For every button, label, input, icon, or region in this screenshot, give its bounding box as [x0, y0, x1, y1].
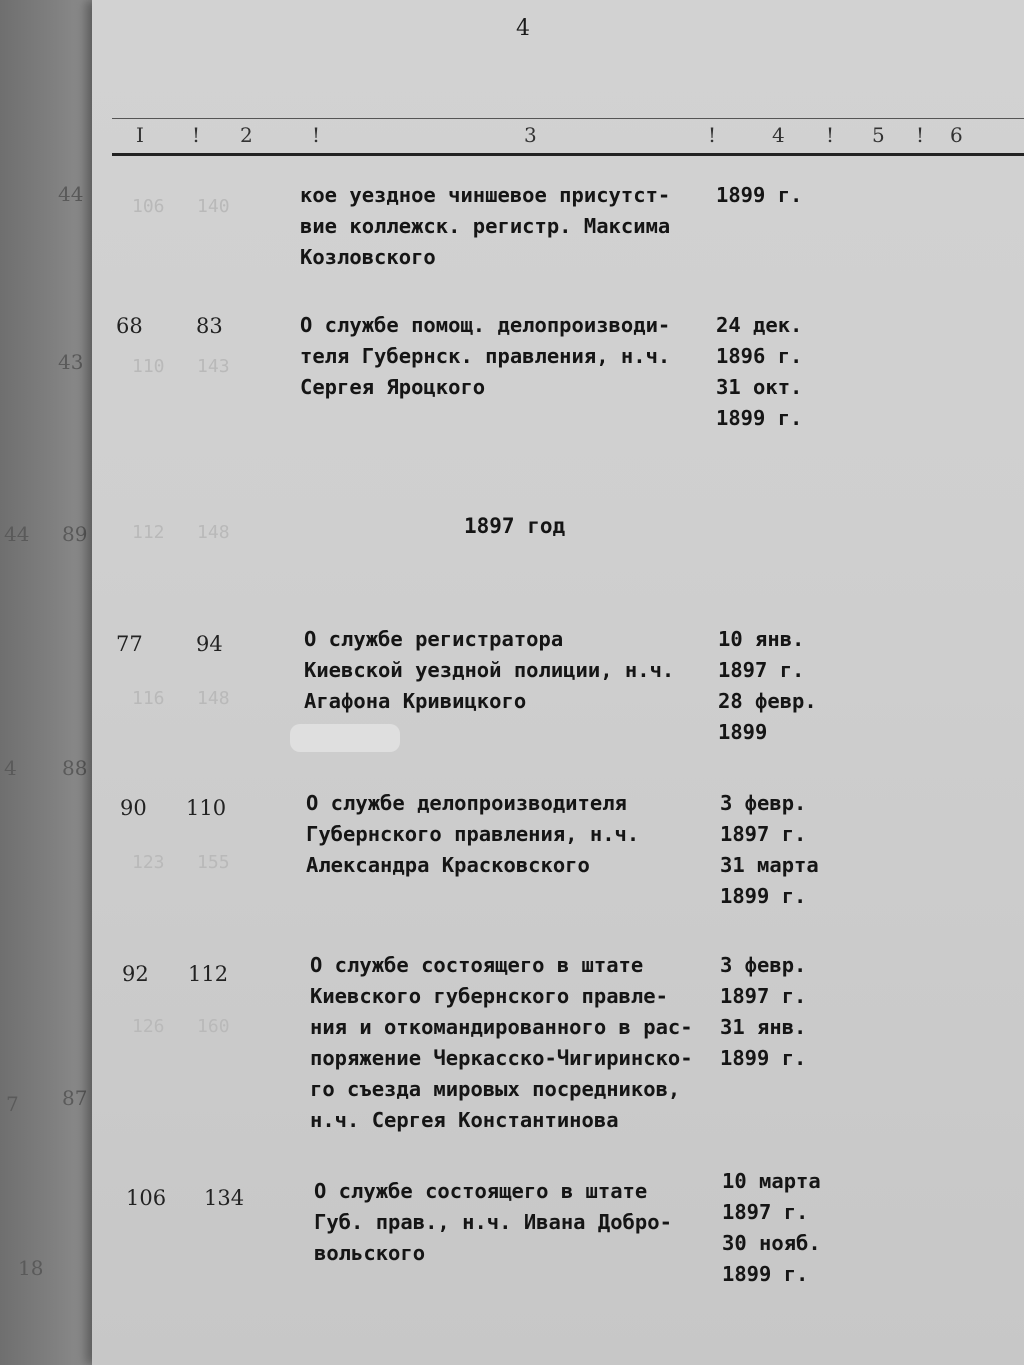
- date-line: 10 янв.: [718, 627, 805, 651]
- date-line: 1897 г.: [720, 984, 807, 1008]
- margin-mark: 44: [58, 182, 84, 206]
- continuation-text: [300, 180, 670, 273]
- entry-number-col1: 68: [116, 314, 143, 338]
- document-page: [92, 0, 1024, 1365]
- text-line: О службе регистратора: [304, 627, 564, 651]
- date-line: 1897 г.: [722, 1200, 809, 1224]
- bleed-through: 110 143: [132, 356, 230, 377]
- header-col-4: 4: [772, 123, 785, 147]
- bleed-through: 112 148: [132, 522, 230, 543]
- text-line: О службе состоящего в штате: [310, 953, 644, 977]
- text-line: Козловского: [300, 245, 436, 269]
- entry-description: [304, 624, 674, 717]
- bleed-through: 116 148: [132, 688, 230, 709]
- entry-number-col1: 92: [122, 962, 149, 986]
- entry-description: [300, 310, 670, 403]
- date-line: 24 дек.: [716, 313, 803, 337]
- text-line: поряжение Черкасско-Чигиринско-: [310, 1046, 693, 1070]
- entry-dates: [718, 624, 817, 748]
- entry-number-col2: 134: [204, 1186, 245, 1210]
- date-line: 1899 г.: [716, 183, 803, 207]
- entry-description: [310, 950, 693, 1136]
- text-line: Киевской уездной полиции, н.ч.: [304, 658, 675, 682]
- text-line: Губернского правления, н.ч.: [306, 822, 640, 846]
- paper-smudge: [290, 724, 400, 752]
- text-line: Сергея Яроцкого: [300, 375, 486, 399]
- text-line: вие коллежск. регистр. Максима: [300, 214, 671, 238]
- header-col-2: 2: [240, 123, 253, 147]
- header-separator: !: [708, 123, 717, 147]
- date-line: 1896 г.: [716, 344, 803, 368]
- entry-number-col2: 94: [196, 632, 223, 656]
- continuation-dates: [716, 180, 802, 211]
- header-col-1: I: [136, 123, 144, 147]
- date-line: 1897 г.: [718, 658, 805, 682]
- date-line: 3 февр.: [720, 791, 807, 815]
- date-line: 1899 г.: [722, 1262, 809, 1286]
- date-line: 3 февр.: [720, 953, 807, 977]
- header-separator: !: [192, 123, 201, 147]
- entry-number-col2: 83: [196, 314, 223, 338]
- entry-number-col2: 112: [188, 962, 229, 986]
- entry-dates: [720, 950, 806, 1074]
- entry-number-col1: 77: [116, 632, 143, 656]
- text-line: О службе состоящего в штате: [314, 1179, 648, 1203]
- text-line: О службе помощ. делопроизводи-: [300, 313, 671, 337]
- left-gutter: [0, 0, 92, 1365]
- text-line: кое уездное чиншевое присутст-: [300, 183, 671, 207]
- date-line: 1899 г.: [720, 884, 807, 908]
- margin-mark: 88: [62, 756, 88, 780]
- margin-mark: 87: [62, 1086, 88, 1110]
- year-heading: 1897 год: [464, 514, 566, 538]
- date-line: 1899 г.: [716, 406, 803, 430]
- margin-mark: 89: [62, 522, 88, 546]
- date-line: 10 марта: [722, 1169, 821, 1193]
- bleed-through: 106 140: [132, 196, 230, 217]
- margin-mark: 18: [18, 1256, 44, 1280]
- margin-mark: 44: [4, 522, 30, 546]
- entry-number-col1: 90: [120, 796, 147, 820]
- text-line: Киевского губернского правле-: [310, 984, 668, 1008]
- margin-mark: 4: [4, 756, 17, 780]
- header-separator: !: [312, 123, 321, 147]
- entry-dates: [722, 1166, 821, 1290]
- text-line: Агафона Кривицкого: [304, 689, 527, 713]
- date-line: 31 янв.: [720, 1015, 807, 1039]
- entry-description: [314, 1176, 672, 1269]
- table-header: [112, 118, 1024, 156]
- entry-dates: [716, 310, 802, 434]
- entry-number-col1: 106: [126, 1186, 167, 1210]
- date-line: 1897 г.: [720, 822, 807, 846]
- header-col-3: 3: [524, 123, 537, 147]
- bleed-through: 126 160: [132, 1016, 230, 1037]
- date-line: 28 февр.: [718, 689, 817, 713]
- entry-description: [306, 788, 639, 881]
- text-line: Губ. прав., н.ч. Ивана Добро-: [314, 1210, 672, 1234]
- page-number: 4: [516, 16, 530, 41]
- header-separator: !: [916, 123, 925, 147]
- header-col-6: 6: [950, 123, 963, 147]
- entry-dates: [720, 788, 819, 912]
- text-line: го съезда мировых посредников,: [310, 1077, 681, 1101]
- date-line: 1899: [718, 720, 768, 744]
- text-line: О службе делопроизводителя: [306, 791, 627, 815]
- entry-number-col2: 110: [186, 796, 227, 820]
- text-line: н.ч. Сергея Константинова: [310, 1108, 619, 1132]
- text-line: Александра Красковского: [306, 853, 590, 877]
- text-line: вольского: [314, 1241, 426, 1265]
- date-line: 1899 г.: [720, 1046, 807, 1070]
- date-line: 31 марта: [720, 853, 819, 877]
- text-line: ния и откомандированного в рас-: [310, 1015, 693, 1039]
- bleed-through: 123 155: [132, 852, 230, 873]
- date-line: 31 окт.: [716, 375, 803, 399]
- margin-mark: 43: [58, 350, 84, 374]
- date-line: 30 нояб.: [722, 1231, 821, 1255]
- header-separator: !: [826, 123, 835, 147]
- margin-mark: 7: [6, 1092, 19, 1116]
- text-line: теля Губернск. правления, н.ч.: [300, 344, 671, 368]
- header-col-5: 5: [872, 123, 885, 147]
